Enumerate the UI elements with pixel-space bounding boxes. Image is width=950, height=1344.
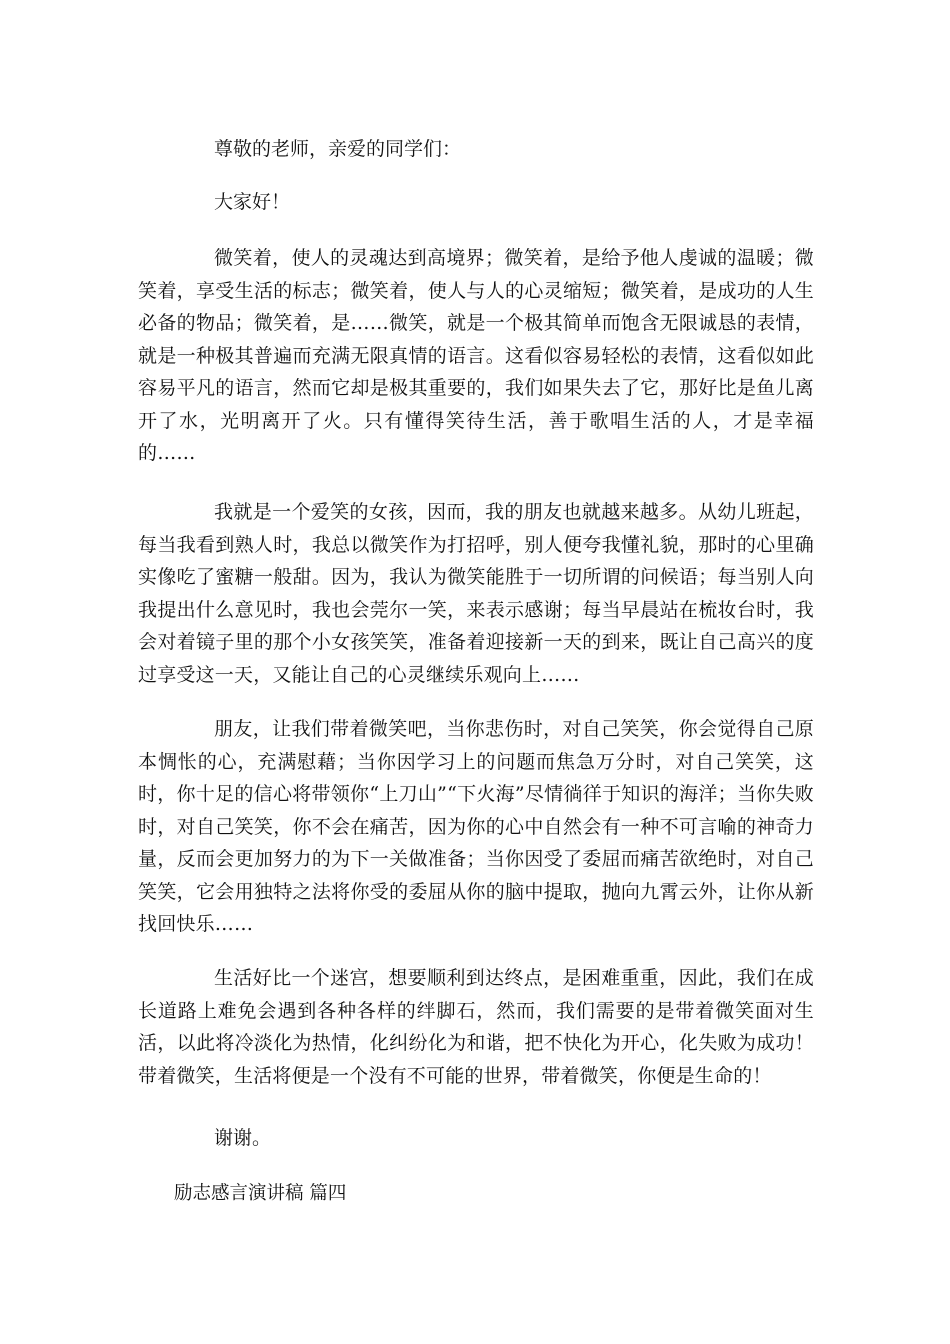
greeting-line: 尊敬的老师，亲爱的同学们：: [214, 138, 462, 160]
section-heading: 励志感言演讲稿 篇四: [174, 1183, 347, 1204]
body-paragraph-3: 朋友，让我们带着微笑吧，当你悲伤时，对自己笑笑，你会觉得自己原本惆怅的心，充满慰藉；当你因学习上的问题而焦急万分时，对自己笑笑，这时，你十足的信心将带领你“上刀山”“下火海”尽情徜徉于知识的海洋；当你失败时，对自己笑笑，你不会在痛苦，因为你的心中自然会有一种不可言喻的神奇力量，反而会更加努力的为下一关做准备；当你因受了委屈而痛苦欲绝时，对自己笑笑，它会用独特之法将你受的委屈从你的脑中提取，抛向九霄云外，让你从新找回快乐……: [138, 718, 814, 935]
body-paragraph-2: 我就是一个爱笑的女孩，因而，我的朋友也就越来越多。从幼儿班起，每当我看到熟人时，我总以微笑作为打招呼，别人便夸我懂礼貌，那时的心里确实像吃了蜜糖一般甜。因为，我认为微笑能胜于一切所谓的问候语；每当别人向我提出什么意见时，我也会莞尔一笑，来表示感谢；每当早晨站在梳妆台时，我会对着镜子里的那个小女孩笑笑，准备着迎接新一天的到来，既让自己高兴的度过享受这一天，又能让自己的心灵继续乐观向上……: [138, 501, 814, 686]
hello-line: 大家好！: [214, 191, 291, 213]
body-paragraph-4: 生活好比一个迷宫，想要顺利到达终点，是困难重重，因此，我们在成长道路上难免会遇到各种各样的绊脚石，然而，我们需要的是带着微笑面对生活，以此将冷淡化为热情，化纠纷化为和谐，把不快化为开心，化失败为成功！带着微笑，生活将便是一个没有不可能的世界，带着微笑，你便是生命的！: [138, 967, 814, 1087]
thanks-line: 谢谢。: [214, 1127, 272, 1149]
body-paragraph-1: 微笑着，使人的灵魂达到高境界；微笑着，是给予他人虔诚的温暖；微笑着，享受生活的标志；微笑着，使人与人的心灵缩短；微笑着，是成功的人生必备的物品；微笑着，是……微笑，就是一个极其简单而饱含无限诚恳的表情，就是一种极其普遍而充满无限真情的语言。这看似容易轻松的表情，这看似如此容易平凡的语言，然而它却是极其重要的，我们如果失去了它，那好比是鱼儿离开了水，光明离开了火。只有懂得笑待生活，善于歌唱生活的人，才是幸福的……: [138, 247, 814, 464]
